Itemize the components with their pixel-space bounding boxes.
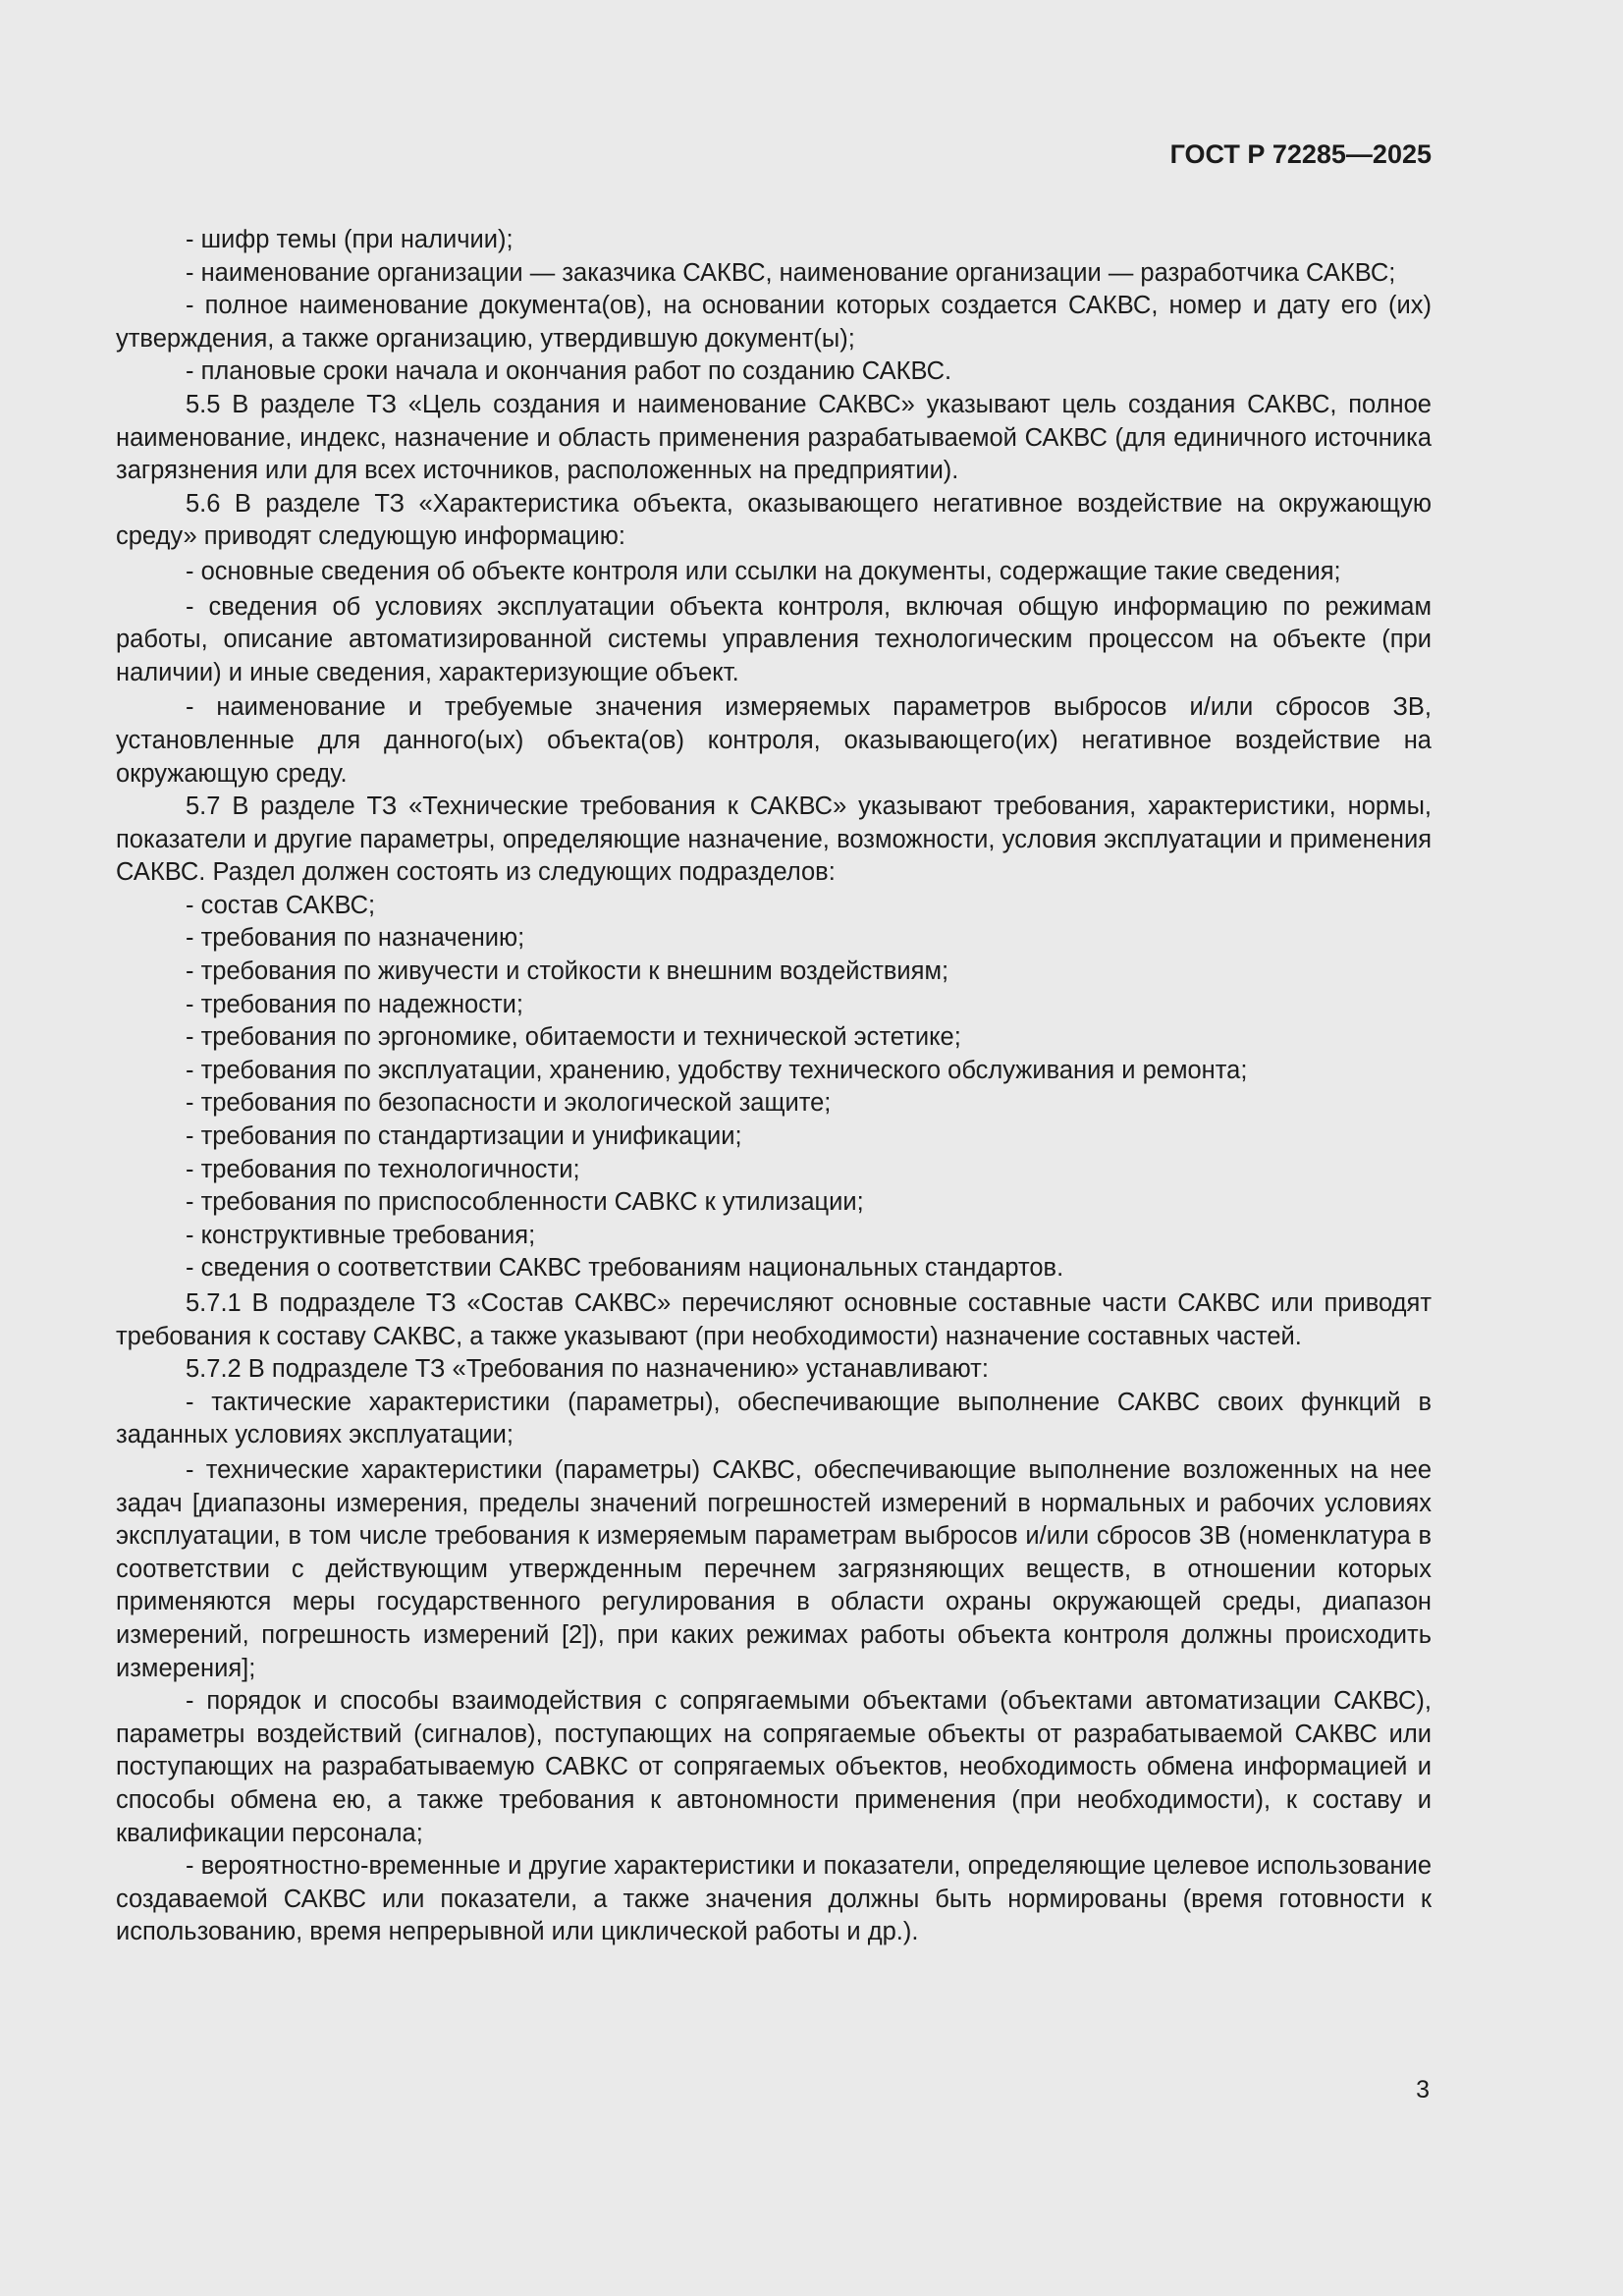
paragraph-clause-5-7-2: 5.7.2 В подразделе ТЗ «Требования по назначению» устанавливают: (186, 1355, 989, 1384)
list-item-survivability: - требования по живучести и стойкости к внешним воздействиям; (186, 957, 949, 986)
list-item-composition: - состав САКВС; (186, 891, 376, 919)
list-item-manufacturability: - требования по технологичности; (186, 1155, 580, 1183)
paragraph-clause-5-6: 5.6 В разделе ТЗ «Характеристика объекта, оказывающего негативное воздействие на окружающую среду» приводят следующую информацию: (116, 489, 1432, 551)
list-item-operation: - требования по эксплуатации, хранению, удобству технического обслуживания и ремонта; (186, 1056, 1248, 1084)
page-number: 3 (1416, 2076, 1430, 2104)
paragraph-28: - вероятностно-временные и другие характеристики и показатели, определяющие целевое использование создаваемой САКВС или показатели, а также значения должны быть нормированы (время готовности к использованию, время непрерывной или циклической работы и др.). (116, 1852, 1432, 1946)
paragraph-26: - технические характеристики (параметры) САКВС, обеспечивающие выполнение возложенных на нее задач [диапазоны измерения, пределы значений погрешностей измерений в нормальных и рабочих условиях эксплуатации, в том числе требования к измеряемым параметрам выбросов и/или сбросов ЗВ (номенклатура в соответствии с действующим утвержденным перечнем загрязняющих веществ, в отношении которых применяются меры государственного регулирования в области охраны окружающей среды, диапазон измерений, погрешность измерений [2]), при каких режимах работы объекта контроля должны происходить измерения]; (116, 1455, 1432, 1682)
document-page (116, 137, 1432, 1949)
list-item-purpose: - требования по назначению; (186, 924, 525, 953)
list-item-safety: - требования по безопасности и экологической защите; (186, 1089, 832, 1118)
paragraph-4: - плановые сроки начала и окончания работ по созданию САКВС. (186, 357, 952, 386)
list-item-reliability: - требования по надежности; (186, 990, 523, 1018)
paragraph-25: - тактические характеристики (параметры), обеспечивающие выполнение САКВС своих функций в заданных условиях эксплуатации; (116, 1388, 1432, 1449)
paragraph-clause-5-5: 5.5 В разделе ТЗ «Цель создания и наименование САКВС» указывают цель создания САКВС, полное наименование, индекс, назначение и область применения разрабатываемой САКВС (для единичного источника загрязнения или для всех источников, расположенных на предприятии). (116, 390, 1432, 485)
paragraph-2: - наименование организации — заказчика САКВС, наименование организации — разработчика САКВС; (186, 258, 1396, 287)
list-item-ergonomics: - требования по эргономике, обитаемости и технической эстетике; (186, 1023, 961, 1052)
paragraph-3: - полное наименование документа(ов), на основании которых создается САКВС, номер и дату его (их) утверждения, а также организацию, утвердившую документ(ы); (116, 292, 1432, 353)
paragraph-7: - основные сведения об объекте контроля или ссылки на документы, содержащие такие сведения; (186, 557, 1341, 585)
paragraph-1: - шифр темы (при наличии); (186, 226, 514, 253)
list-item-national-standards: - сведения о соответствии САКВС требованиям национальных стандартов. (186, 1254, 1064, 1283)
paragraph-clause-5-7: 5.7 В разделе ТЗ «Технические требования к САКВС» указывают требования, характеристики, нормы, показатели и другие параметры, определяющие назначение, возможности, условия эксплуатации и применения САКВС. Раздел должен состоять из следующих подразделов: (116, 793, 1432, 887)
document-header-standard-id: ГОСТ Р 72285—2025 (1169, 139, 1432, 169)
paragraph-9: - наименование и требуемые значения измеряемых параметров выбросов и/или сбросов ЗВ, установленные для данного(ых) объекта(ов) контроля, оказывающего(их) негативное воздействие на окружающую среду. (116, 693, 1432, 788)
paragraph-8: - сведения об условиях эксплуатации объекта контроля, включая общую информацию по режимам работы, описание автоматизированной системы управления технологическим процессом на объекте (при наличии) и иные сведения, характеризующие объект. (116, 592, 1432, 686)
paragraph-27: - порядок и способы взаимодействия с сопрягаемыми объектами (объектами автоматизации САКВС), параметры воздействий (сигналов), поступающих на сопрягаемые объекты от разрабатываемой САКВС или поступающих на разрабатываемую САВКС от сопрягаемых объектов, необходимость обмена информацией и способы обмена ею, а также требования к автономности применения (при необходимости), к составу и квалификации персонала; (116, 1687, 1432, 1847)
list-item-disposal: - требования по приспособленности САВКС к утилизации; (186, 1188, 864, 1217)
list-item-standardization: - требования по стандартизации и унификации; (186, 1122, 742, 1151)
list-item-design: - конструктивные требования; (186, 1221, 536, 1249)
paragraph-clause-5-7-1: 5.7.1 В подразделе ТЗ «Состав САКВС» перечисляют основные составные части САКВС или приводят требования к составу САКВС, а также указывают (при необходимости) назначение составных частей. (116, 1289, 1432, 1350)
